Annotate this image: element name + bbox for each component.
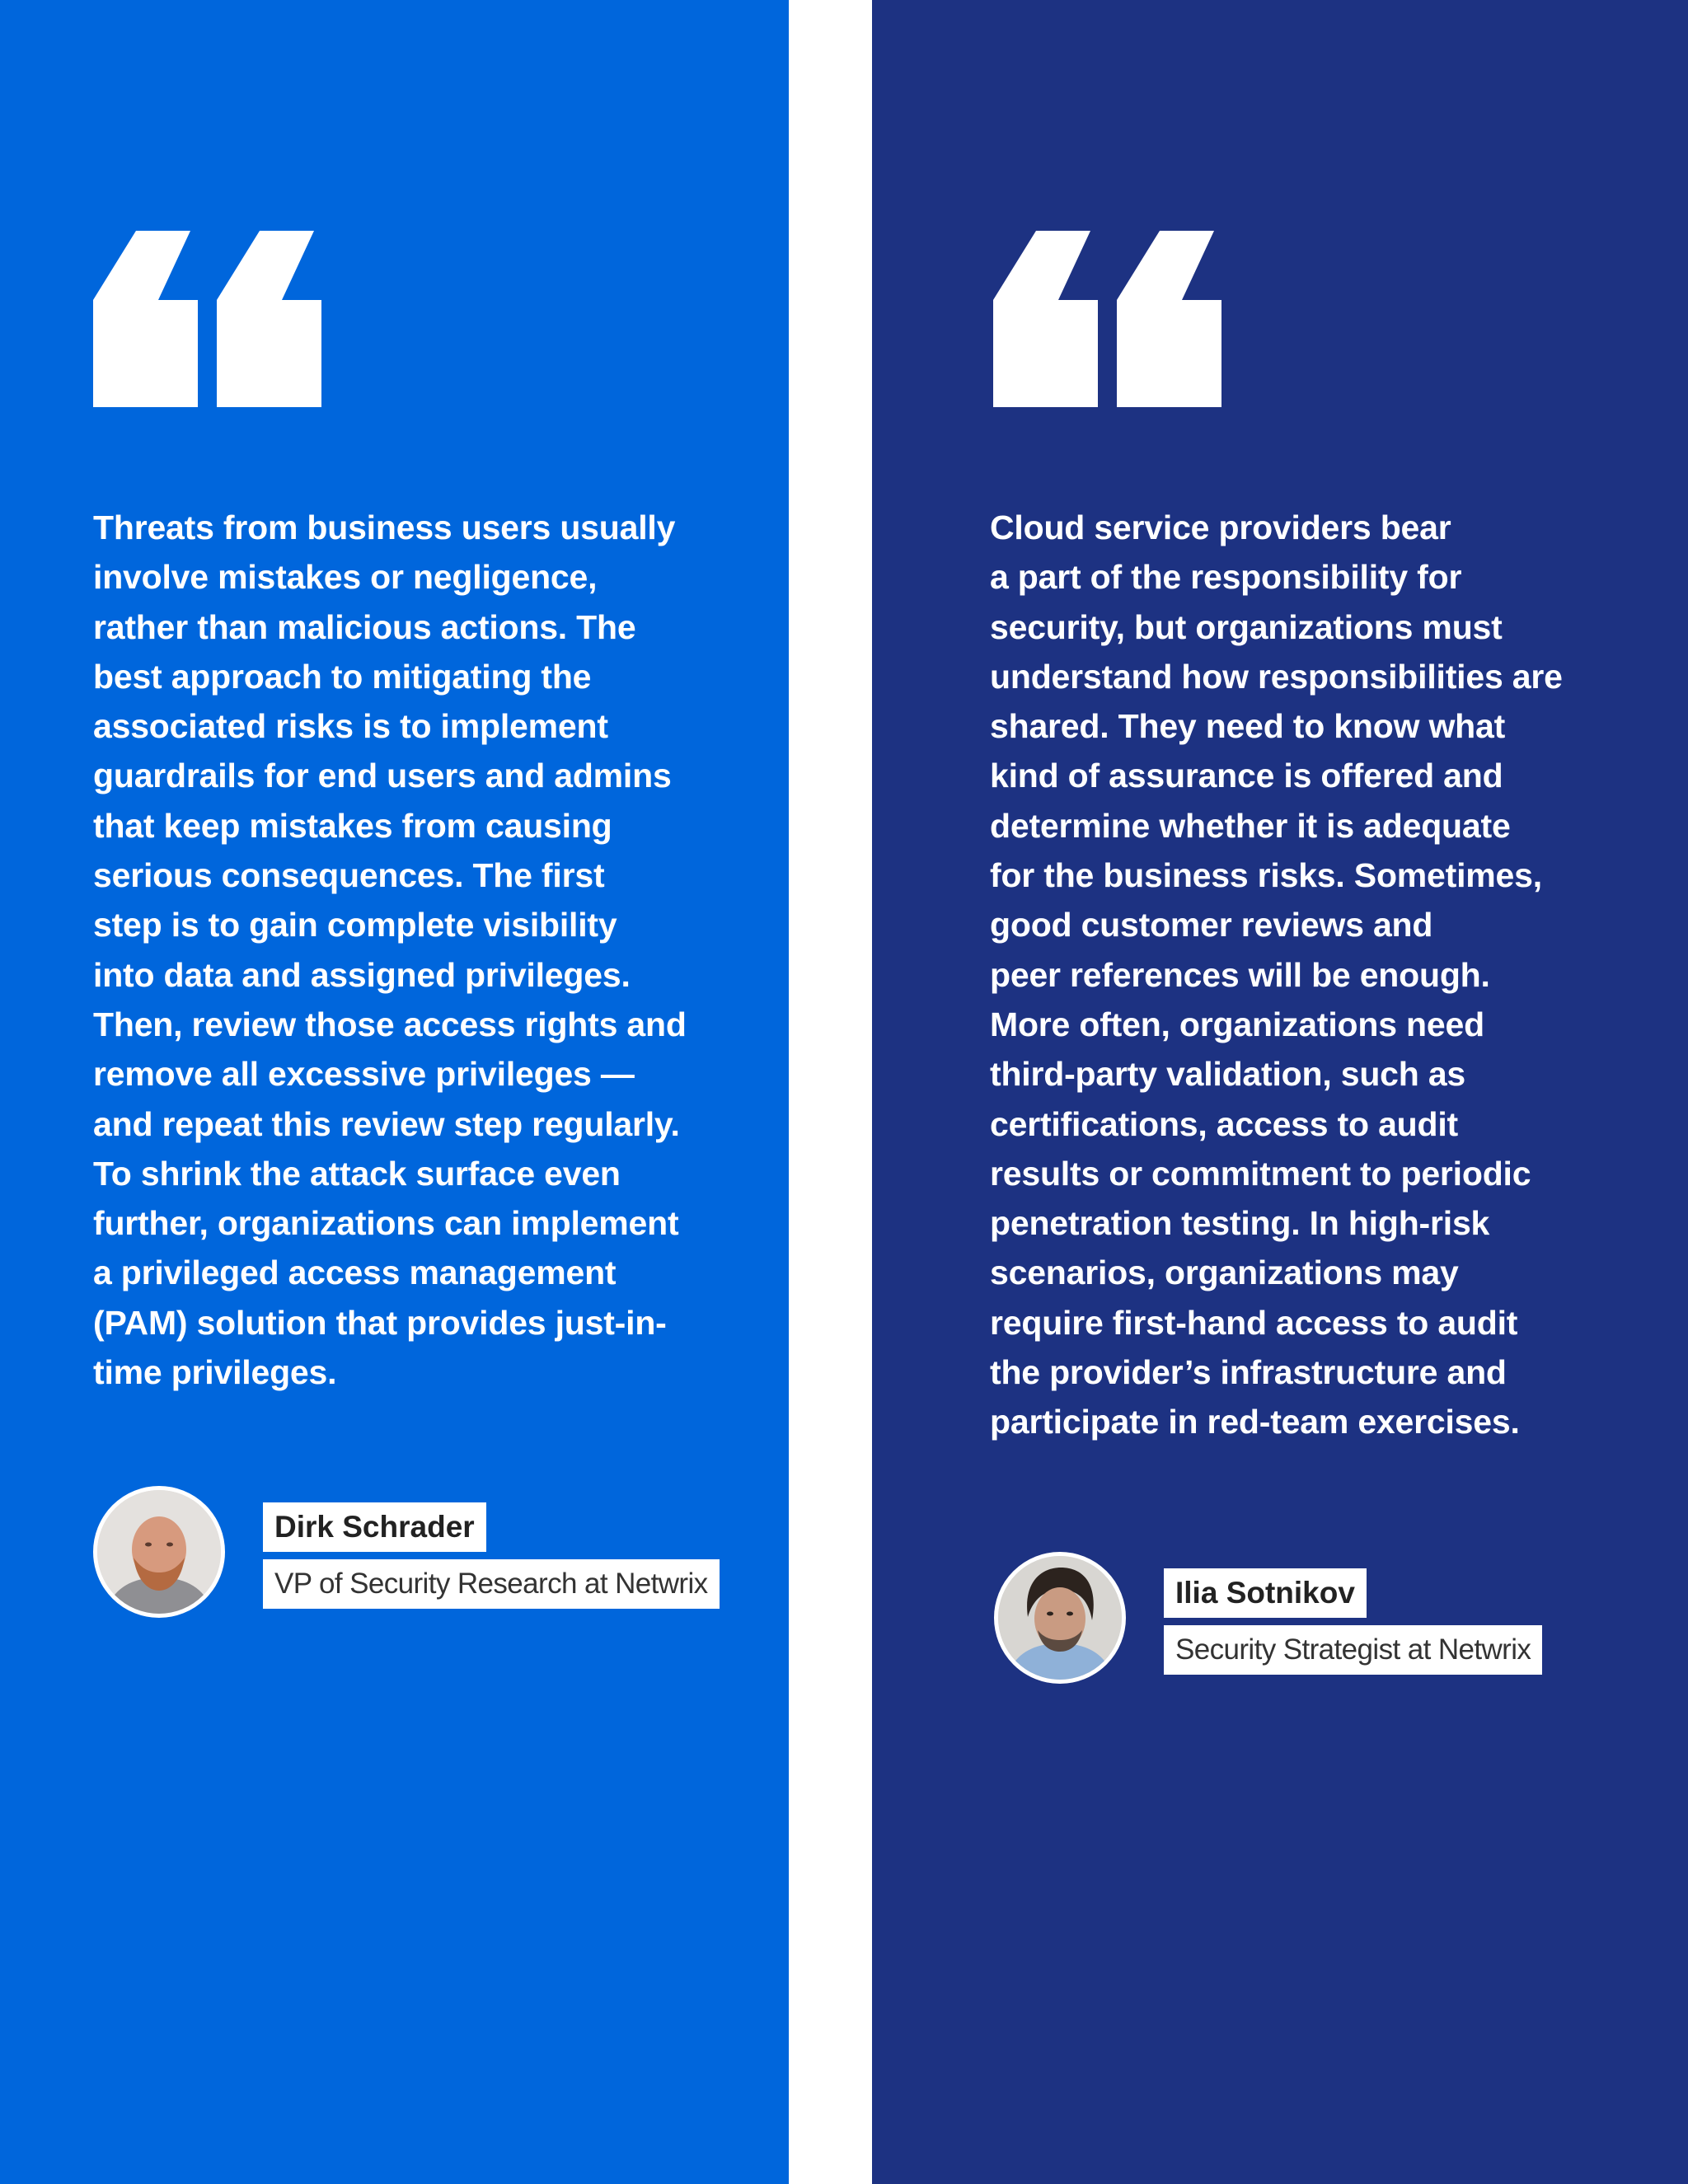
quote-panel-right	[872, 0, 1688, 2184]
author-title: VP of Security Research at Netwrix	[263, 1559, 720, 1609]
quote-line: the provider’s infrastructure and	[990, 1353, 1507, 1392]
quote-line: participate in red-team exercises.	[990, 1403, 1520, 1441]
avatar	[93, 1486, 225, 1618]
quote-mark-icon	[993, 231, 1221, 407]
quote-line: Then, review those access rights and	[93, 1005, 687, 1043]
avatar	[994, 1552, 1126, 1684]
quote-line: best approach to mitigating the	[93, 657, 592, 696]
quote-line: Threats from business users usually	[93, 509, 676, 546]
quote-panel-left	[0, 0, 789, 2184]
quote-line: a part of the responsibility for	[990, 558, 1462, 597]
quote-line: for the business risks. Sometimes,	[990, 856, 1542, 895]
quote-line: results or commitment to periodic	[990, 1154, 1531, 1193]
quote-line: and repeat this review step regularly.	[93, 1104, 680, 1143]
quote-line: rather than malicious actions. The	[93, 607, 636, 646]
quote-mark-icon	[93, 231, 321, 407]
quote-line: into data and assigned privileges.	[93, 955, 631, 994]
quote-line: kind of assurance is offered and	[990, 757, 1503, 795]
quote-line: third-party validation, such as	[990, 1055, 1466, 1094]
quote-line: security, but organizations must	[990, 607, 1503, 646]
quote-text	[93, 503, 761, 1397]
quote-line: a privileged access management	[93, 1254, 617, 1292]
quote-line: guardrails for end users and admins	[93, 757, 672, 795]
quote-line: shared. They need to know what	[990, 707, 1506, 746]
quote-line: penetration testing. In high-risk	[990, 1204, 1490, 1243]
quote-line: Cloud service providers bear	[990, 509, 1451, 546]
author-name: Dirk Schrader	[263, 1502, 486, 1552]
quote-line: (PAM) solution that provides just-in-	[93, 1303, 667, 1342]
author-name: Ilia Sotnikov	[1164, 1568, 1367, 1618]
quote-line: require first-hand access to audit	[990, 1303, 1518, 1342]
quote-line: involve mistakes or negligence,	[93, 558, 598, 597]
quote-line: serious consequences. The first	[93, 856, 605, 895]
quote-line: To shrink the attack surface even	[93, 1154, 621, 1193]
author-title: Security Strategist at Netwrix	[1164, 1625, 1542, 1675]
quote-line: understand how responsibilities are	[990, 657, 1563, 696]
quote-line: step is to gain complete visibility	[93, 906, 617, 944]
quote-line: that keep mistakes from causing	[93, 806, 612, 845]
quote-line: scenarios, organizations may	[990, 1254, 1459, 1292]
quote-line: good customer reviews and	[990, 906, 1433, 944]
quote-line: associated risks is to implement	[93, 707, 608, 746]
quote-line: remove all excessive privileges —	[93, 1055, 635, 1094]
quote-text	[990, 503, 1658, 1447]
quote-line: further, organizations can implement	[93, 1204, 679, 1243]
quote-line: time privileges.	[93, 1353, 337, 1392]
quote-line: peer references will be enough.	[990, 955, 1490, 994]
quote-line: certifications, access to audit	[990, 1104, 1459, 1143]
quote-line: More often, organizations need	[990, 1005, 1484, 1043]
quote-line: determine whether it is adequate	[990, 806, 1511, 845]
